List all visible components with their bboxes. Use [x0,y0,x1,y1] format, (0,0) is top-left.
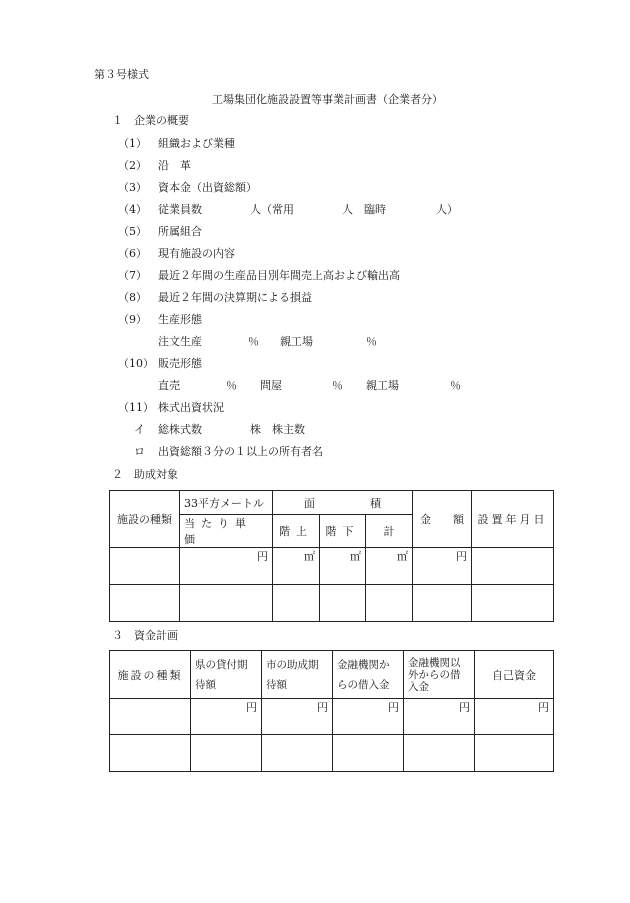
item-number: （7） [118,269,147,282]
shares-holders-label: 株 株主数 [250,423,305,436]
header-unit-price-2: 当たり単価 [180,515,273,548]
item-label: 従業員数 [158,203,202,216]
item-label: 資本金（出資総額） [158,181,257,194]
unit-yen: 円 [191,699,262,735]
form-number: 第３号様式 [94,68,149,81]
list-item [118,399,224,415]
sales-direct-label: 直売 [158,379,180,392]
item-label: 販売形態 [158,357,202,370]
section1-heading: １ 企業の概要 [112,114,189,127]
item-number: （2） [118,159,147,172]
header-other-loan [404,651,475,699]
table-cell [320,585,366,622]
table-cell [273,585,320,622]
shares-i-mark: イ [134,423,145,436]
production-parent-pct: ％ [366,335,377,348]
item-number: （6） [118,247,147,260]
item-number: （8） [118,291,147,304]
item-number: （5） [118,225,147,238]
header-pref-loan-line1: 県の貸付期 [195,658,248,671]
list-item [118,355,202,371]
sales-direct-pct: ％ [226,379,237,392]
item-label: 生産形態 [158,313,202,326]
unit-yen: 円 [475,699,554,735]
sales-wholesale-pct: ％ [332,379,343,392]
list-item [118,135,235,151]
header-city-subsidy [262,651,333,699]
table-cell [180,585,273,622]
shares-owner-label: 出資総額３分の１以上の所有者名 [158,445,323,458]
header-own-funds: 自己資金 [475,651,554,699]
sales-wholesale-label: 問屋 [260,379,282,392]
header-facility-type: 施設の種類 [110,491,180,548]
unit-yen: 円 [262,699,333,735]
item-number: （10） [118,357,154,370]
unit-sqm: ㎡ [273,548,320,585]
table-cell [110,735,191,772]
employees-unit-1: 人（常用 [250,203,294,216]
table-cell [110,548,180,585]
section2-heading: ２ 助成対象 [112,468,178,481]
page-title: 工場集団化施設設置等事業計画書（企業者分） [212,93,443,106]
header-city-subsidy-line1: 市の助成期 [266,658,319,671]
item-number: （1） [118,137,147,150]
item-label: 沿 革 [158,159,191,172]
header-pref-loan [191,651,262,699]
header-bank-loan [333,651,404,699]
employees-unit-3: 人） [436,203,458,216]
subsidy-target-table [109,490,554,622]
table-cell [366,585,413,622]
production-order-label: 注文生産 [158,335,202,348]
unit-yen: 円 [404,699,475,735]
production-parent-label: 親工場 [280,335,313,348]
header-install-date: 設置年月日 [472,491,554,548]
shares-ro-mark: ロ [134,445,145,458]
table-cell [333,735,404,772]
unit-yen: 円 [333,699,404,735]
sales-parent-pct: ％ [450,379,461,392]
shares-row-i [134,421,305,437]
header-facility-type: 施設の種類 [110,651,191,699]
item-number: （9） [118,313,147,326]
header-unit-price-1: 33平方メートル [180,491,273,515]
unit-sqm: ㎡ [320,548,366,585]
item-number: （3） [118,181,147,194]
unit-sqm: ㎡ [366,548,413,585]
header-other-loan-line2: 外からの借 [408,668,461,681]
production-order-pct: ％ [248,335,259,348]
table-cell [110,699,191,735]
header-bank-loan-line2: らの借入金 [337,678,390,691]
item-number: （11） [118,401,154,414]
header-area: 面 積 [273,491,413,515]
table-cell [404,735,475,772]
list-item [118,267,400,283]
sales-parent-label: 親工場 [366,379,399,392]
sales-row [158,377,461,393]
table-cell [413,585,472,622]
unit-yen: 円 [180,548,273,585]
header-city-subsidy-line2: 待額 [266,678,287,691]
section3-heading: ３ 資金計画 [112,629,178,642]
list-item [118,311,202,327]
shares-row-ro [134,443,323,459]
item-label: 所属組合 [158,225,202,238]
item-label: 最近２年間の決算期による損益 [158,291,312,304]
item-label: 組織および業種 [158,137,235,150]
header-pref-loan-line2: 待額 [195,678,216,691]
list-item [118,223,202,239]
table-cell [472,585,554,622]
header-amount: 金 額 [413,491,472,548]
header-area-lower: 階下 [320,515,366,548]
unit-yen: 円 [413,548,472,585]
item-label: 最近２年間の生産品目別年間売上高および輸出高 [158,269,400,282]
item-label: 株式出資状況 [158,401,224,414]
list-item [118,245,235,261]
table-cell [110,585,180,622]
list-item [118,179,257,195]
item-number: （4） [118,203,147,216]
table-cell [191,735,262,772]
employees-unit-2: 人 臨時 [342,203,386,216]
header-bank-loan-line1: 金融機関か [337,658,390,671]
header-area-total: 計 [366,515,413,548]
header-other-loan-line1: 金融機関以 [408,656,461,669]
funding-plan-table [109,650,554,772]
header-other-loan-line3: 入金 [408,680,429,693]
list-item [118,289,312,305]
list-item [118,157,191,173]
header-area-upper: 階上 [273,515,320,548]
production-row [158,333,377,349]
table-cell [472,548,554,585]
shares-total-label: 総株式数 [158,423,202,436]
table-cell [475,735,554,772]
item-label: 現有施設の内容 [158,247,235,260]
table-cell [262,735,333,772]
list-item [118,201,458,217]
